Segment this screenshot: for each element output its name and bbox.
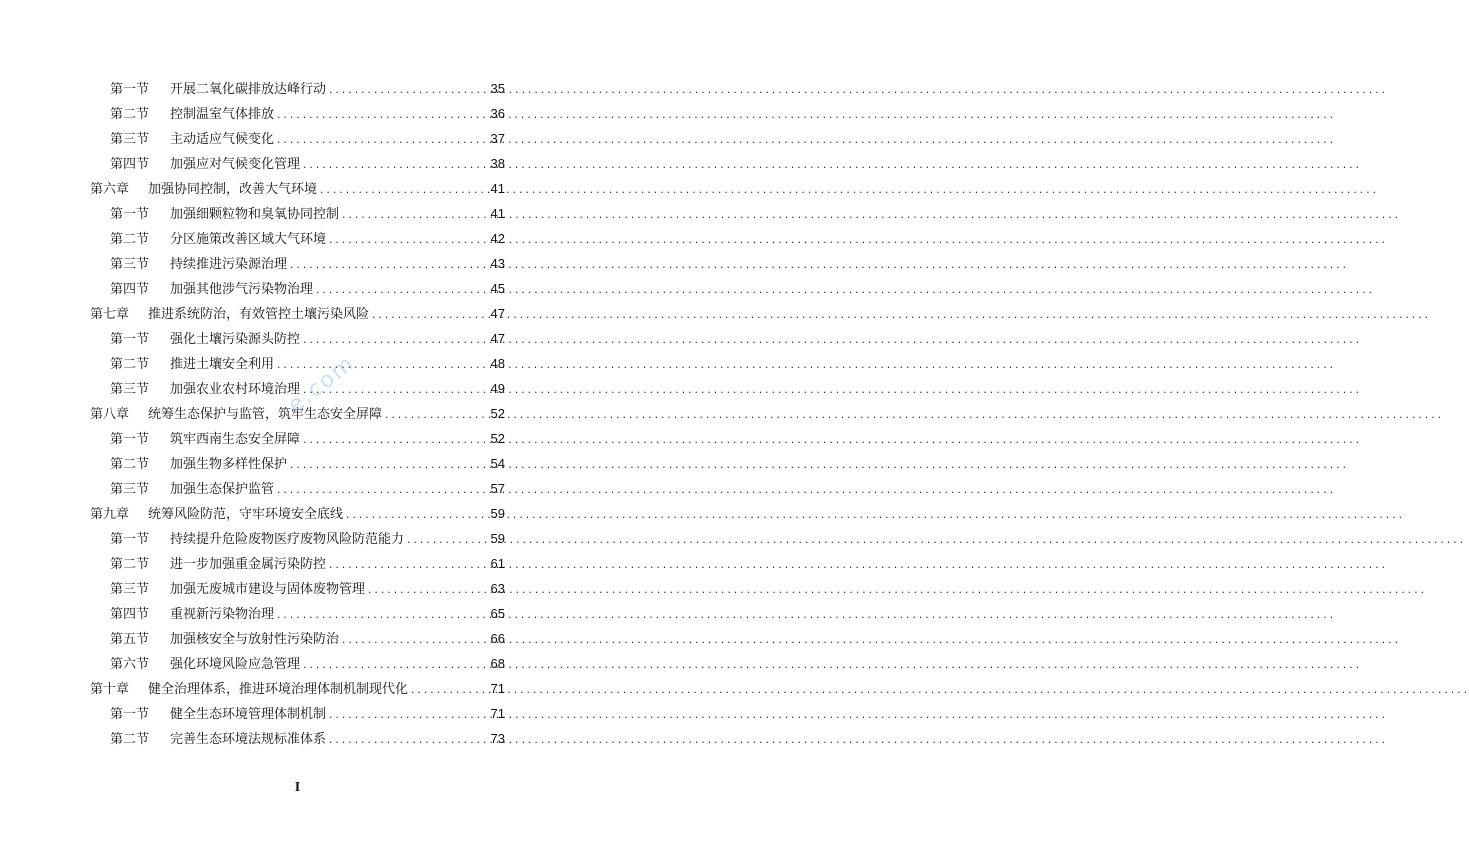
dot-leader [328,554,489,579]
dot-leader [371,304,489,329]
toc-entry-number: 第一节 [110,707,150,722]
toc-entry-page: 43 [490,256,505,271]
toc-section-entry[interactable] [0,351,595,376]
toc-entry-title: 加强其他涉气污染物治理 [170,282,314,297]
toc-entry-number: 第六节 [110,657,150,672]
dot-leader [406,529,489,554]
toc-section-entry[interactable] [0,126,595,151]
toc-entry-page: 68 [490,656,505,671]
toc-entry-title: 开展二氧化碳排放达峰行动 [170,82,327,97]
toc-entry-number: 第二节 [110,732,150,747]
toc-section-entry[interactable] [0,376,595,401]
toc-entry-number: 第二节 [110,232,150,247]
toc-entry-page: 47 [490,306,505,321]
dot-leader [302,654,489,679]
dot-leader [276,604,489,629]
toc-entry-page: 45 [490,281,505,296]
toc-entry-page: 52 [490,406,505,421]
toc-entry-page: 54 [490,456,505,471]
toc-entry-page: 35 [490,81,505,96]
toc-entry-title: 加强核安全与放射性污染防治 [170,632,340,647]
toc-entry-page: 57 [490,481,505,496]
toc-entry-title: 加强生态保护监管 [170,482,275,497]
toc-section-entry[interactable] [0,601,595,626]
toc-entry-number: 第四节 [110,282,150,297]
toc-entry-number: 第一节 [110,82,150,97]
toc-entry-number: 第三节 [110,132,150,147]
toc-entry-title: 统筹风险防范，守牢环境安全底线 [148,507,344,522]
toc-chapter-entry[interactable] [0,176,595,201]
toc-entry-page: 38 [490,156,505,171]
toc-entry-number: 第二节 [110,357,150,372]
toc-entry-title: 健全治理体系，推进环境治理体制机制现代化 [148,682,409,697]
toc-section-entry[interactable] [0,476,595,501]
dot-leader [384,404,489,429]
toc-section-entry[interactable] [0,226,595,251]
toc-entry-number: 第二节 [110,557,150,572]
toc-entry-title: 加强细颗粒物和臭氧协同控制 [170,207,340,222]
toc-entry-title: 完善生态环境法规标准体系 [170,732,327,747]
toc-entry-title: 强化土壤污染源头防控 [170,332,301,347]
toc-section-entry[interactable] [0,626,595,651]
dot-leader [289,454,489,479]
toc-section-entry[interactable] [0,526,595,551]
toc-entry-number: 第七章 [90,307,130,322]
toc-section-entry[interactable] [0,151,595,176]
toc-section-entry[interactable] [0,576,595,601]
toc-entry-number: 第三节 [110,257,150,272]
toc-entry-number: 第二节 [110,457,150,472]
toc-entry-title: 加强无废城市建设与固体废物管理 [170,582,366,597]
dot-leader [302,429,489,454]
toc-chapter-entry[interactable] [0,501,595,526]
watermark: e.com [283,350,360,419]
toc-entry-page: 41 [490,181,505,196]
toc-entry-number: 第三节 [110,382,150,397]
toc-entry-number: 第一节 [110,432,150,447]
toc-entry-page: 49 [490,381,505,396]
toc-entry-number: 第八章 [90,407,130,422]
toc-entry-page: 47 [490,331,505,346]
toc-entry-page: 66 [490,631,505,646]
toc-entry-page: 41 [490,206,505,221]
dot-leader [341,204,489,229]
toc-entry-title: 主动适应气候变化 [170,132,275,147]
toc-entry-title: 进一步加强重金属污染防控 [170,557,327,572]
toc-entry-number: 第三节 [110,482,150,497]
toc-section-entry[interactable] [0,726,595,751]
toc-entry-page: 37 [490,131,505,146]
dot-leader [302,379,489,404]
dot-leader [276,104,489,129]
toc-entry-number: 第三节 [110,582,150,597]
toc-entry-title: 重视新污染物治理 [170,607,275,622]
toc-entry-number: 第十章 [90,682,130,697]
dot-leader [276,129,489,154]
toc-entry-title: 强化环境风险应急管理 [170,657,301,672]
toc-entry-number: 第九章 [90,507,130,522]
toc-section-entry[interactable] [0,551,595,576]
toc-entry-title: 分区施策改善区域大气环境 [170,232,327,247]
dot-leader [367,579,489,604]
toc-entry-page: 59 [490,506,505,521]
toc-entry-title: 健全生态环境管理体制机制 [170,707,327,722]
dot-leader [302,329,489,354]
dot-leader [302,154,489,179]
toc-entry-number: 第六章 [90,182,130,197]
dot-leader [345,504,489,529]
dot-leader [319,179,489,204]
toc-entry-title: 加强应对气候变化管理 [170,157,301,172]
toc-section-entry[interactable] [0,651,595,676]
toc-entry-page: 73 [490,731,505,746]
toc-entry-number: 第一节 [110,332,150,347]
toc-section-entry[interactable] [0,101,595,126]
toc-entry-title: 加强农业农村环境治理 [170,382,301,397]
toc-entry-number: 第五节 [110,632,150,647]
toc-chapter-entry[interactable] [0,676,595,701]
dot-leader [289,254,489,279]
dot-leader [328,229,489,254]
toc-entry-title: 持续提升危险废物医疗废物风险防范能力 [170,532,405,547]
toc-chapter-entry[interactable] [0,401,595,426]
toc-section-entry[interactable] [0,326,595,351]
toc-chapter-entry[interactable] [0,301,595,326]
toc-entry-number: 第二节 [110,107,150,122]
toc-section-entry[interactable] [0,251,595,276]
dot-leader [328,79,489,104]
toc-section-entry[interactable] [0,451,595,476]
toc-entry-title: 控制温室气体排放 [170,107,275,122]
toc-entry-page: 63 [490,581,505,596]
dot-leader [276,354,489,379]
toc-entry-title: 统筹生态保护与监管，筑牢生态安全屏障 [148,407,383,422]
toc-section-entry[interactable] [0,201,595,226]
dot-leader [341,629,489,654]
toc-entry-number: 第四节 [110,157,150,172]
toc-entry-number: 第一节 [110,532,150,547]
toc-section-entry[interactable] [0,76,595,101]
toc-entry-number: 第四节 [110,607,150,622]
dot-leader [276,479,489,504]
toc-entry-title: 加强协同控制，改善大气环境 [148,182,318,197]
toc-entry-title: 推进系统防治，有效管控土壤污染风险 [148,307,370,322]
toc-entry-page: 65 [490,606,505,621]
toc-entry-page: 59 [490,531,505,546]
toc-entry-title: 持续推进污染源治理 [170,257,288,272]
toc-entry-page: 48 [490,356,505,371]
page-number: I [294,780,301,795]
toc-entry-page: 61 [490,556,505,571]
table-of-contents [0,76,595,751]
toc-entry-page: 52 [490,431,505,446]
dot-leader [328,704,489,729]
toc-entry-page: 71 [490,681,505,696]
toc-entry-title: 推进土壤安全利用 [170,357,275,372]
dot-leader [328,729,489,754]
toc-entry-title: 筑牢西南生态安全屏障 [170,432,301,447]
toc-section-entry[interactable] [0,426,595,451]
toc-section-entry[interactable] [0,701,595,726]
toc-entry-page: 36 [490,106,505,121]
toc-entry-number: 第一节 [110,207,150,222]
dot-leader [315,279,489,304]
toc-entry-page: 71 [490,706,505,721]
dot-leader [410,679,489,704]
toc-section-entry[interactable] [0,276,595,301]
toc-entry-title: 加强生物多样性保护 [170,457,288,472]
toc-entry-page: 42 [490,231,505,246]
